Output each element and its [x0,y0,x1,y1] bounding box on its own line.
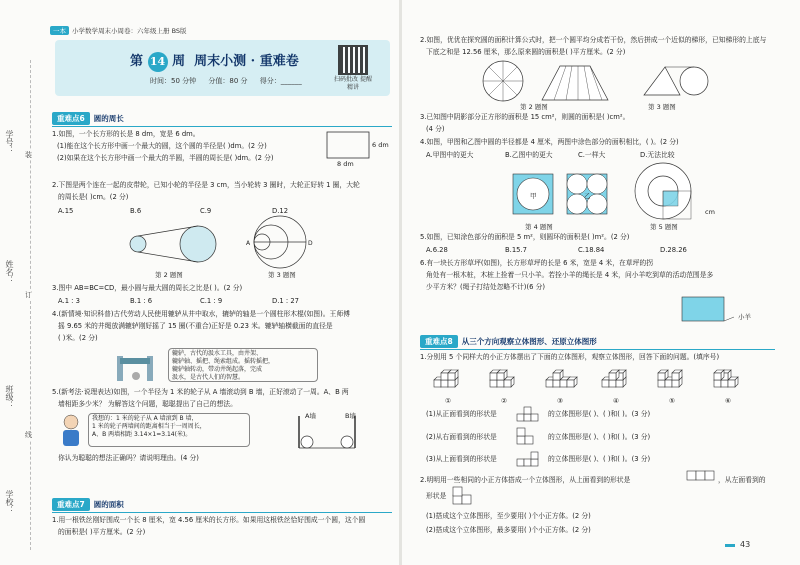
circle-to-trapezoid-figure [480,58,625,104]
cube-block [658,373,665,380]
question-text: (4 分) [426,125,445,133]
svg-text:D: D [308,240,313,247]
section-header-7 [52,498,124,510]
week-number: 14 [148,52,168,72]
page-arrow-icon [725,544,735,547]
question-text: 4.(新情境·知识科普)古代劳动人民使用辘轳从井中取水，辘轳的轴是一个圆柱形木棍(如图)。王师傅 [52,310,350,318]
question-text: 1.用一根铁丝刚好围成一个长 8 厘米，宽 4.56 厘米的长方形。如果用这根铁丝恰好围成一个圆，这个圆 [52,516,366,524]
section-badge: 重难点7 [52,498,90,511]
cube-block [553,373,560,380]
question-text: (1)搭成这个立体图形，至少要用( )个小正方体。(2 分) [426,512,591,520]
option-d: D.1 : 27 [272,297,299,305]
school-label: 学校： [5,490,14,514]
left-view-shape [452,486,474,506]
option-a: A.6.28 [426,246,448,254]
series-title: 小学数学周末小周卷：六年级上册 BS版 [72,27,187,35]
question-text: 5.(新考法·说理表达)如图，一个半径为 1 米的轮子从 A 墙滚动到 B 墙，正好滚动了一周。A、B 两 [52,388,349,396]
page-spine [399,0,402,565]
cube-block [434,380,441,387]
question-text: 1.分别用 5 个同样大的小正方体摆出了下面的立体图形，观察立体图形，回答下面的问题。(填序号) [420,353,720,361]
option-b: B.乙图中的更大 [505,151,553,159]
shape-number-label: ③ [557,397,564,405]
thought-bubble: 我想的：1 米的轮子从 A 墙滚到 B 墙， 1 米的轮子两墙间的距离相当于一周周长， A、B 两墙相距 3.14×1=3.14(米)。 [88,413,250,447]
concentric-circles-figure [240,215,330,270]
cube-block [728,380,735,387]
option-a: A.1 : 3 [58,297,80,305]
question-text: 你认为聪聪的想法正确吗？请说明理由。(4 分) [58,454,199,462]
question-text: (1)从正面看到的形状是 [426,410,497,418]
option-c: C.18.84 [578,246,605,254]
figure-caption: 第 2 题图 [155,271,183,279]
question-text: 3.图中 AB=BC=CD，最小圆与最大圆的周长之比是( )。(2 分) [52,284,243,292]
figure-caption: 第 3 题图 [268,271,296,279]
option-c: C.一样大 [578,151,606,159]
wall-a-label: A墙 [305,412,316,420]
cube-block [560,380,567,387]
question-text: (3)从上面看到的形状是 [426,455,497,463]
question-text: 下底之和是 12.56 厘米，那么原来圆的面积是( )平方厘米。(2 分) [426,48,626,56]
option-d: D.12 [272,207,289,215]
time-limit: 时间：50 分钟 [150,77,197,85]
option-b: B.15.7 [505,246,527,254]
qr-label: 扫码批改 提醒精讲 [334,76,372,91]
square-circle-figure [640,55,720,100]
width-label: 6 dm [372,141,389,149]
shape-number-label: ⑤ [669,397,676,405]
qr-code-icon[interactable] [338,45,368,75]
jia-label: 甲 [530,192,537,200]
question-text: 2.下图是两个连在一起的皮带轮，已知小轮的半径是 3 cm，当小轮转 3 圈时，大轮正好转 1 圈，大轮 [52,181,360,189]
series-tag: 一本 [50,26,69,35]
shape-number-label: ① [445,397,452,405]
shape-number-label: ⑥ [725,397,732,405]
cube-block [497,373,504,380]
divider [420,349,775,350]
question-text: (2)搭成这个立体图形，最多要用( )个小正方体。(2 分) [426,526,591,534]
windlass-illustration [112,346,162,384]
question-text: 2.如图，优优在探究圆的面积计算公式时，把一个圆平均分成若干份，然后拼成一个近似的梯形，已知梯形的上底与 [420,36,767,44]
wall-b-label: B墙 [345,412,356,420]
banner-title [130,50,299,72]
cube-block [448,380,455,387]
divider [52,512,392,513]
question-text: (2)如果在这个长方形中画一个最大的半圆，半圆的周长是( )dm。(2 分) [57,154,274,162]
score-field: 得分：______ [259,77,302,85]
cube-block [497,380,504,387]
figure-caption: 第 2 题图 [520,103,548,111]
figure-caption: 第 5 题图 [650,223,678,231]
cube-block [672,373,679,380]
cube-block [490,373,497,380]
question-text: 的立体图形是( )、( )和( )。(3 分) [548,455,651,463]
shape-number-label: ④ [613,397,620,405]
week-suffix: 周 [172,54,186,69]
question-text: 1.如图，一个长方形的长是 8 dm，宽是 6 dm。 [52,130,200,138]
cube-block [504,380,511,387]
cube-block [616,380,623,387]
sheep-label: 小羊 [738,313,751,321]
annulus-figure [625,160,705,222]
cube-block [714,373,721,380]
cube-shapes-figure [430,365,775,399]
cut-line [30,60,31,550]
question-text: 4.如图，甲图和乙图中圆的半径都是 4 厘米，两图中涂色部分的面积相比，( )。(2 分) [420,138,679,146]
question-text: 2.明明用一些相同的小正方体搭成一个立体图形，从上面看到的形状是 [420,476,631,484]
cube-block [609,373,616,380]
section-header-6 [52,112,124,124]
class-label: 班级： [5,385,14,409]
lawn-rectangle [680,295,740,325]
rectangle-figure [325,130,395,178]
cube-block [448,373,455,380]
section-title: 圆的面积 [93,500,124,509]
shape-number-label: ② [501,397,508,405]
question-text: 摇 9.65 米的井绳放满辘轳刚好摇了 15 圈(不重合)正好是 0.23 米。辘轳轴横截面的直径是 [58,322,333,330]
question-text: 的立体图形是( )、( )和( )。(3 分) [548,433,651,441]
question-text: 角处有一根木桩，木桩上拴着一只小羊。若拴小羊的绳长是 4 米，问小羊吃到草的活动范围是多 [426,271,714,279]
section-badge: 重难点8 [420,335,458,348]
cube-block [553,380,560,387]
yi-label: 乙 [584,192,591,200]
question-text: 墙相距多少米？ 为解答这个问题，聪聪提出了自己的想法。 [58,400,237,408]
question-text: 5.如图，已知涂色部分的面积是 5 m²，则圆环的面积是( )m²。(2 分) [420,233,630,241]
series-header [50,26,187,35]
top-view-shape-2 [686,470,716,484]
cube-block [546,380,553,387]
question-text: 的面积是( )平方厘米。(2 分) [58,528,146,536]
top-view-shape [516,451,546,467]
seal-char: 订 [25,291,32,299]
figure-caption: 第 3 题图 [648,103,676,111]
student-id-label: 学号： [5,130,14,154]
option-c: C.9 [200,207,212,215]
question-text: 的立体图形是( )、( )和( )。(3 分) [548,410,651,418]
cube-block [567,380,574,387]
total-score: 分值：80 分 [208,77,248,85]
cube-block [609,380,616,387]
option-d: D.无法比较 [640,151,675,159]
question-text: 形状是 [426,492,447,500]
option-b: B.6 [130,207,142,215]
belt-pulley-figure [120,218,230,266]
binding-margin [0,0,44,565]
cube-block [714,380,721,387]
cube-block [490,380,497,387]
quiz-meta [150,76,312,86]
section-badge: 重难点6 [52,112,90,125]
question-text: 少平方米？(绳子打结处忽略不计)(6 分) [426,283,546,291]
question-text: ，从左面看到的 [718,476,766,484]
name-label: 姓名： [5,260,14,284]
page-number: 43 [740,540,751,549]
section-header-8 [420,335,597,347]
option-a: A.15 [58,207,74,215]
unit-label: cm [705,208,715,216]
jia-yi-figures [505,170,625,220]
cube-block [602,380,609,387]
right-view-shape [516,427,546,445]
week-prefix: 第 [130,54,144,69]
student-avatar [58,413,84,449]
divider [52,126,392,127]
svg-text:A: A [246,240,251,247]
cube-block [658,380,665,387]
option-d: D.28.26 [660,246,687,254]
question-text: (1)能在这个长方形中画一个最大的圆，这个圆的半径是( )dm。(2 分) [57,142,267,150]
seal-char: 线 [25,431,32,439]
question-text: 3.已知图中阴影部分正方形的面积是 15 cm²，则圆的面积是( )cm²。 [420,113,630,121]
figure-caption: 第 4 题图 [525,223,553,231]
cube-block [441,373,448,380]
question-text: (2)从右面看到的形状是 [426,433,497,441]
cube-block [441,380,448,387]
length-label: 8 dm [337,160,354,168]
seal-char: 装 [25,151,32,159]
section-title: 从三个方向观察立体图形、还原立体图形 [461,337,597,346]
quiz-title: 周末小测 · 重难卷 [194,54,299,69]
section-title: 圆的周长 [93,114,124,123]
question-text: 的周长是( )cm。(2 分) [58,193,129,201]
cube-block [665,380,672,387]
option-b: B.1 : 6 [130,297,153,305]
cube-block [721,380,728,387]
option-c: C.1 : 9 [200,297,223,305]
question-text: 6.有一块长方形草坪(如图)，长方形草坪的长是 6 米，宽是 4 米，在草坪的拐 [420,259,653,267]
cube-block [672,380,679,387]
option-a: A.甲图中的更大 [426,151,474,159]
front-view-shape [516,406,546,422]
question-text: ( )米。(2 分) [58,334,98,342]
knowledge-bubble: 辘轳，古代的汲水工具，由井架、 辘轳轴、摇把、绳索组成。摇转摇把， 辘轳轴转动，带动井绳起落，完成 汲水，是古代人们的智慧。 [168,348,318,382]
week-banner [55,40,390,96]
